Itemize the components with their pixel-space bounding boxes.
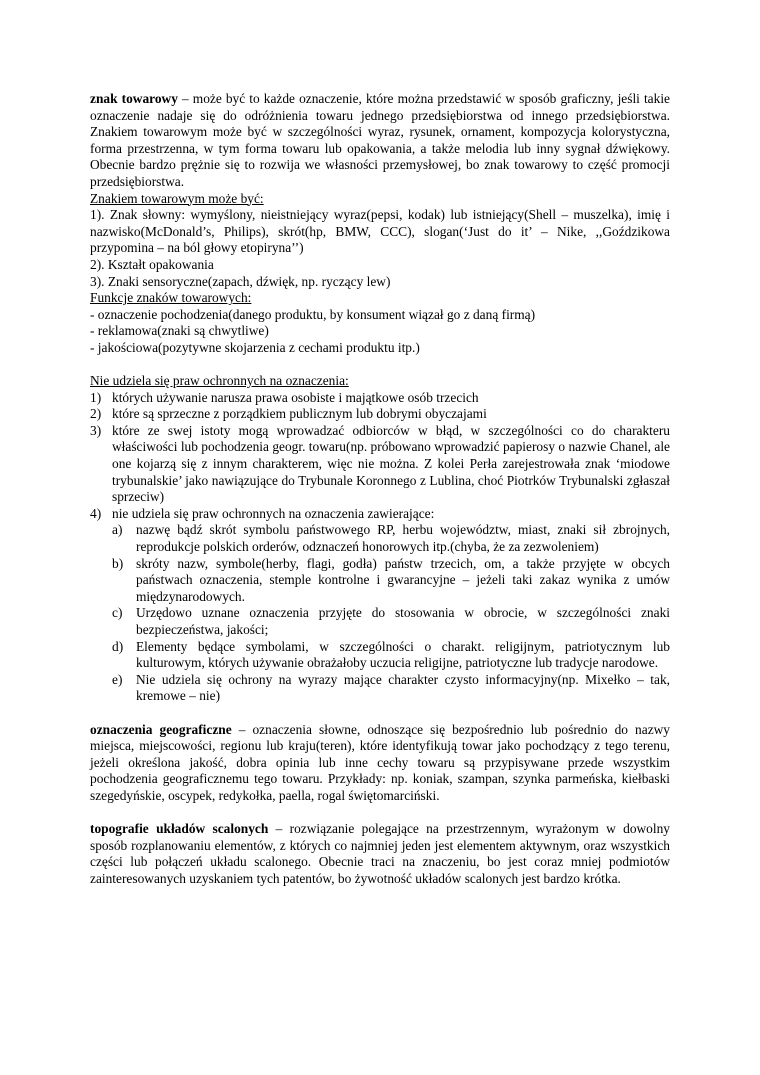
topo-term: topografie układów scalonych: [90, 821, 269, 837]
trademark-can-be-item: 2). Kształt opakowania: [90, 256, 214, 272]
paragraph-gap: [90, 805, 670, 822]
geo-definition: – oznaczenia słowne, odnoszące się bezpośrednio lub pośrednio do nazwy miejsca, miejscowości, regionu lub kraju(teren), które identyfikują towar jako pochodzący z tego terenu, jeżeli określona jakość, dobra opinia lub inne cechy towaru są przypisywane przede wszystkim pochodzenia geograficznemu tego towaru. Przykłady: np. koniak, szampan, szynka parmeńska, kiełbaski szegedyńskie, oscypek, redykołka, paella, rogal świętomarciński.: [90, 721, 671, 803]
sublist-item: b) skróty nazw, symbole(herby, flagi, godła) państw trzecich, om, a także przyjęte w obcych państwach oznaczenia, stemple kontrolne i gwarancyjne – jeżeli taki zakaz wynika z umów międzynarodowych.: [112, 555, 670, 604]
trademark-functions-heading: Funkcje znaków towarowych:: [90, 290, 252, 306]
trademark-can-be-item: 1). Znak słowny: wymyślony, nieistniejący wyraz(pepsi, kodak) lub istniejący(Shell – muszelka), imię i nazwisko(McDonald’s, Philips), skrót(hp, BMW, CCC), slogan(‘Just do it’ – Nike, ,,Goździkowa przypomina – na ból głowy etopiryna’’): [90, 207, 670, 256]
document-page: [90, 91, 670, 888]
list-item: 3) które ze swej istoty mogą wprowadzać odbiorców w błąd, w szczególności co do charakteru właściwości lub pochodzenia geogr. towaru(np. próbowano wprowadzić papierosy o nazwie Chanel, ale one kojarzą się z innym charakterem, więc nie można. Z kolei Perła zarejestrowała znak ‘miodowe trybunalskie’ jako nawiązujące do Trybunale Koronnego z Lublina, choć Piotrków Trybunalski zgłaszał sprzeciw): [90, 422, 670, 505]
list-item: 4) nie udziela się praw ochronnych na oznaczenia zawierające:: [90, 505, 435, 521]
paragraph-gap: [90, 705, 670, 722]
topo-definition: – rozwiązanie polegające na przestrzennym, wyrażonym w dowolny sposób rozplanowaniu elementów, z których co najmniej jeden jest elementem aktywnym, oraz wszystkich części lub połączeń układu scalonego. Obecnie traci na znaczeniu, bo jest coraz mniej podmiotów zainteresowanych uzyskaniem tych patentów, bo żywotność układów scalonych jest bardzo krótka.: [90, 821, 670, 886]
list-item: 2) które są sprzeczne z porządkiem publicznym lub dobrymi obyczajami: [90, 406, 487, 422]
geo-term: oznaczenia geograficzne: [90, 721, 232, 737]
trademark-term: znak towarowy: [90, 91, 178, 106]
sublist-item: d) Elementy będące symbolami, w szczególności o charakt. religijnym, patriotycznym lub kulturowym, których używanie obrażałoby uczucia religijne, patriotyczne lub tradycje narodowe.: [112, 638, 670, 671]
topo-paragraph: [90, 821, 670, 887]
refusal-sublist: [90, 522, 670, 705]
sublist-item: c) Urzędowo uznane oznaczenia przyjęte do stosowania w obrocie, w szczególności znaki bezpieczeństwa, jakości;: [112, 605, 670, 637]
trademark-function-item: - jakościowa(pozytywne skojarzenia z cechami produktu itp.): [90, 339, 420, 355]
paragraph-gap: [90, 357, 670, 374]
sublist-item: e) Nie udziela się ochrony na wyrazy mające charakter czysto informacyjny(np. Mixełko – tak, kremowe – nie): [112, 671, 670, 704]
refusal-list: [90, 390, 670, 523]
trademark-can-be-item: 3). Znaki sensoryczne(zapach, dźwięk, np. ryczący lew): [90, 273, 391, 289]
geo-paragraph: [90, 722, 670, 805]
refusal-heading: Nie udziela się praw ochronnych na oznaczenia:: [90, 373, 349, 389]
trademark-definition: – może być to każde oznaczenie, które można przedstawić w sposób graficzny, jeśli takie oznaczenie nadaje się do odróżnienia towaru jednego przedsiębiorstwa od innego przedsiębiorstwa. Znakiem towarowym może być w szczególności wyraz, rysunek, ornament, kompozycja kolorystyczna, forma przestrzenna, w tym forma towaru lub opakowania, a także melodia lub inny sygnał dźwiękowy. Obecnie bardzo prężnie się to rozwija we własności przemysłowej, bo znak towarowy to część promocji przedsiębiorstwa.: [90, 91, 670, 189]
trademark-function-item: - oznaczenie pochodzenia(danego produktu, by konsument wiązał go z daną firmą): [90, 306, 536, 322]
trademark-function-item: - reklamowa(znaki są chwytliwe): [90, 323, 269, 339]
trademark-can-be-heading: Znakiem towarowym może być:: [90, 190, 264, 206]
trademark-paragraph: [90, 91, 670, 191]
sublist-item: a) nazwę bądź skrót symbolu państwowego RP, herbu województw, miast, znaki sił zbrojnych, reprodukcje polskich orderów, odznaczeń honorowych itp.(chyba, że za zezwoleniem): [112, 522, 670, 555]
list-item: 1) których używanie narusza prawa osobiste i majątkowe osób trzecich: [90, 389, 479, 405]
